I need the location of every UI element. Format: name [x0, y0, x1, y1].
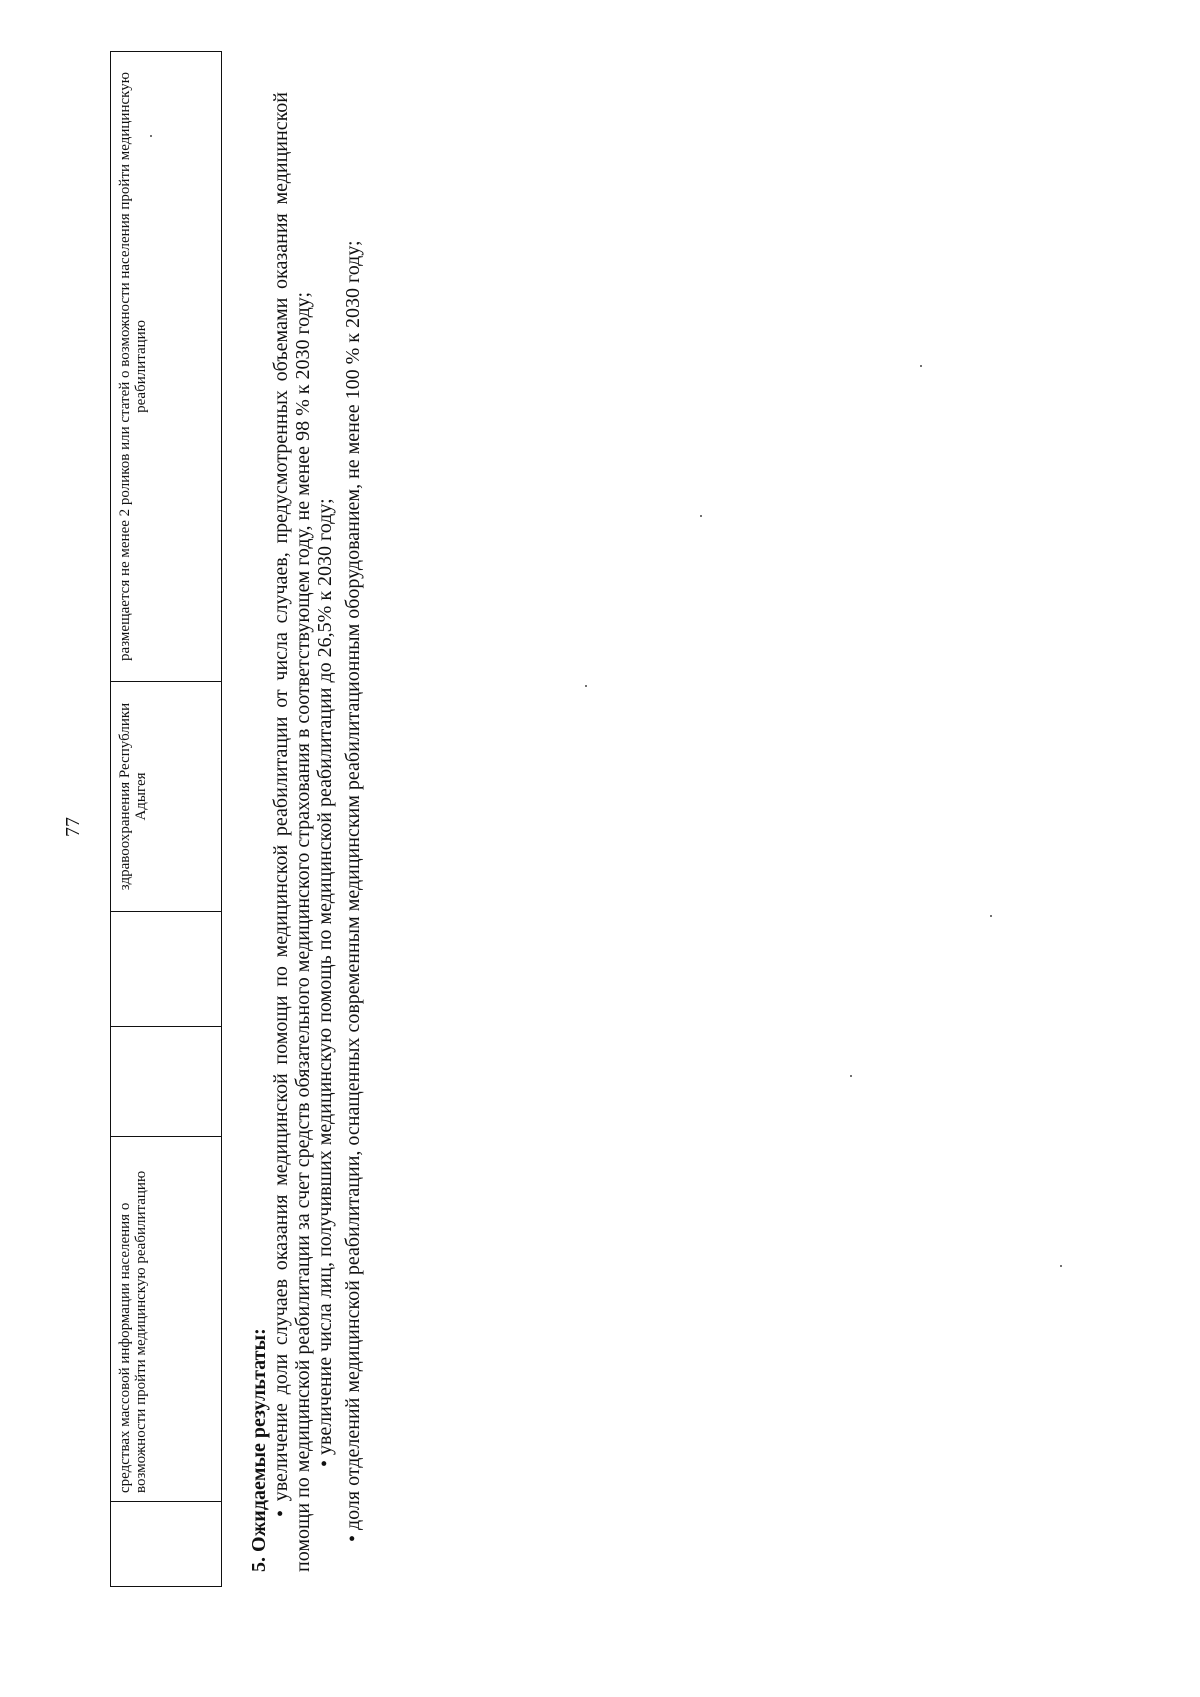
result-item: • увеличение доли случаев оказания медицинской помощи по медицинской реабилитации от числа случаев, предусмотренных объемами оказания медицинской помощи по медицинской реабилитации за счет средств обязательного медицинского страхования в соответствующем году, не менее 98 % к 2030 году;	[270, 92, 314, 1572]
scan-speck	[850, 1075, 852, 1077]
section-heading: 5. Ожидаемые результаты:	[248, 1328, 270, 1572]
table-cell-end	[111, 912, 222, 1027]
table-cell-number	[111, 1502, 222, 1587]
scan-speck	[920, 365, 922, 367]
result-item: • доля отделений медицинской реабилитации, оснащенных современным медицинским реабилитационным оборудованием, не менее 100 % к 2030 году;	[342, 240, 364, 1542]
scan-speck	[585, 685, 587, 687]
scan-speck	[700, 515, 702, 517]
scan-speck	[150, 135, 152, 137]
result-item: • увеличение числа лиц, получивших медицинскую помощь по медицинской реабилитации до 26,5% к 2030 году;	[314, 498, 336, 1467]
table-row	[111, 52, 222, 1587]
expected-results-section	[248, 92, 364, 1572]
table-cell-result: размещается не менее 2 роликов или статей о возможности населения пройти медицинскую реабилитацию	[111, 52, 222, 682]
page-number: 77	[62, 817, 84, 837]
table-cell-start	[111, 1027, 222, 1137]
table-cell-activity: средствах массовой информации населения о возможности пройти медицинскую реабилитацию	[111, 1137, 222, 1502]
scan-speck	[1060, 1265, 1062, 1267]
scan-speck	[990, 915, 992, 917]
activity-table	[110, 51, 222, 1587]
table-cell-responsible: здравоохранения Республики Адыгея	[111, 682, 222, 912]
